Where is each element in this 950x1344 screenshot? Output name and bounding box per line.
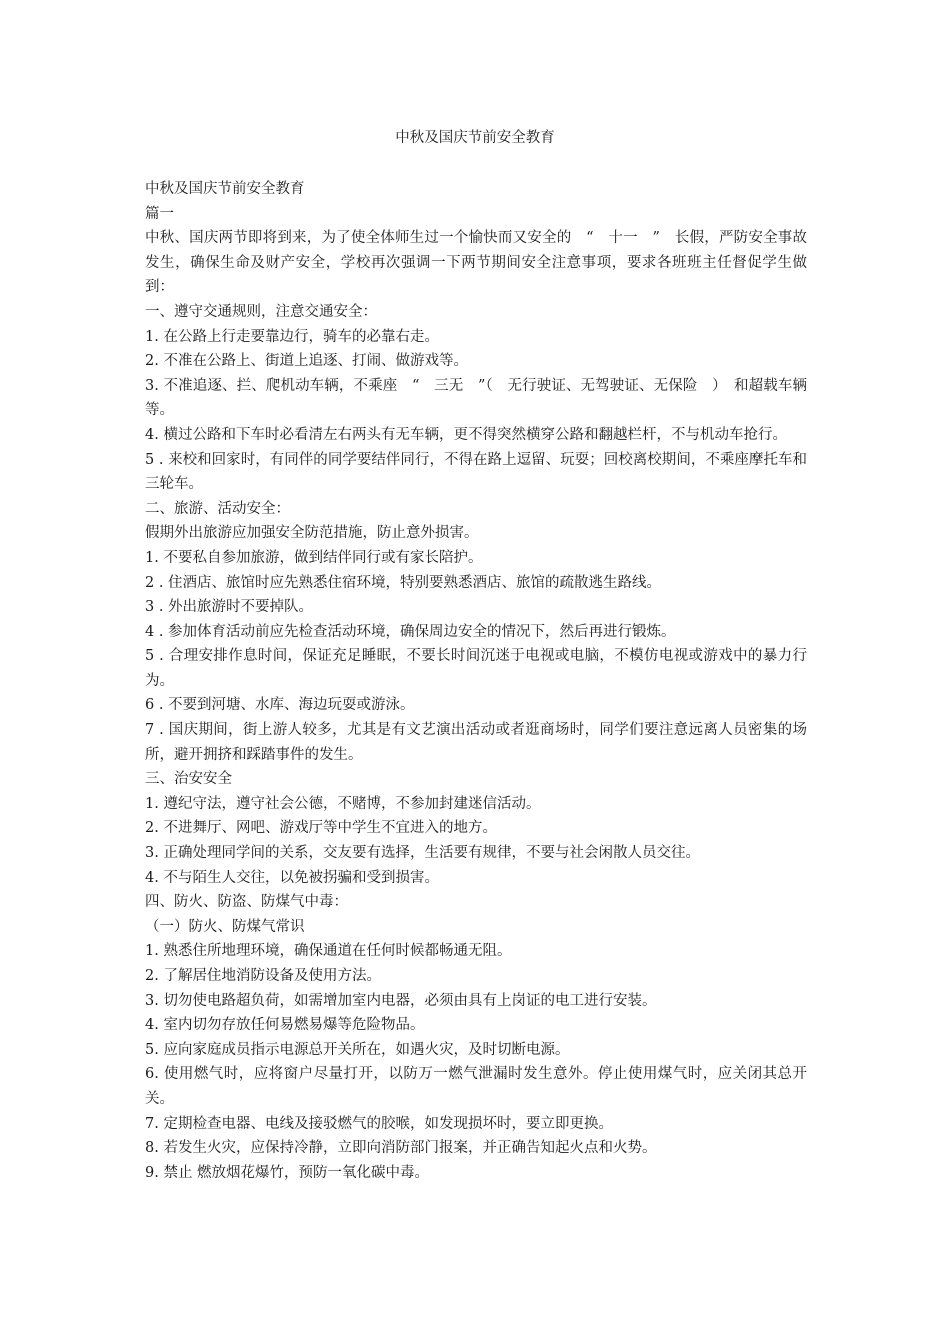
security-item: 3. 正确处理同学间的关系，交友要有选择，生活要有规律，不要与社会闲散人员交往。: [145, 845, 700, 862]
fire-item: 5. 应向家庭成员指示电源总开关所在，如遇火灾，及时切断电源。: [145, 1041, 570, 1058]
travel-item: 6 . 不要到河塘、水库、海边玩耍或游泳。: [145, 697, 415, 714]
travel-item: 3 . 外出旅游时不要掉队。: [145, 599, 314, 616]
traffic-heading: 一、遵守交通规则，注意交通安全：: [145, 303, 377, 320]
fire-item: 9. 禁止 燃放烟花爆竹，预防一氧化碳中毒。: [145, 1164, 430, 1181]
intro-paragraph: 中秋、国庆两节即将到来，为了使全体师生过一个愉快而又安全的 “ 十一 ” 长假，严防安全事故发生，确保生命及财产安全，学校再次强调一下两节期间安全注意事项，要求各班班主任督促学生做到：: [145, 230, 807, 296]
section-label: 篇一: [145, 205, 174, 222]
security-heading: 三、治安安全: [145, 771, 232, 788]
traffic-item: 3. 不准追逐、拦、爬机动车辆，不乘座 “ 三无 ”（ 无行驶证、无驾驶证、无保险 ） 和超载车辆等。: [145, 377, 807, 419]
security-item: 4. 不与陌生人交往，以免被拐骗和受到损害。: [145, 869, 439, 886]
security-item: 1. 遵纪守法，遵守社会公德，不赌博，不参加封建迷信活动。: [145, 795, 541, 812]
traffic-item: 5 . 来校和回家时，有同伴的同学要结伴同行，不得在路上逗留、玩耍；回校离校期间，不乘座摩托车和三轮车。: [145, 451, 807, 493]
document-title: 中秋及国庆节前安全教育: [395, 130, 555, 146]
traffic-item: 4. 横过公路和下车时必看清左右两头有无车辆，更不得突然横穿公路和翻越栏杆，不与机动车抢行。: [145, 426, 787, 443]
document-body: [145, 177, 807, 1185]
fire-item: 8. 若发生火灾，应保持冷静，立即向消防部门报案，并正确告知起火点和火势。: [145, 1140, 657, 1157]
travel-item: 1. 不要私自参加旅游，做到结伴同行或有家长陪护。: [145, 549, 483, 566]
fire-sub-heading: （一）防火、防煤气常识: [145, 918, 305, 935]
travel-item: 4 . 参加体育活动前应先检查活动环境，确保周边安全的情况下，然后再进行锻炼。: [145, 623, 676, 640]
travel-item: 7 . 国庆期间，街上游人较多，尤其是有文艺演出活动或者逛商场时，同学们要注意远离人员密集的场所，避开拥挤和踩踏事件的发生。: [145, 722, 807, 763]
travel-intro: 假期外出旅游应加强安全防范措施，防止意外损害。: [145, 525, 479, 542]
fire-item: 2. 了解居住地消防设备及使用方法。: [145, 968, 381, 984]
traffic-item: 1. 在公路上行走要靠边行，骑车的必靠右走。: [145, 328, 439, 345]
security-item: 2. 不进舞厅、网吧、游戏厅等中学生不宜进入的地方。: [145, 820, 497, 837]
fire-item: 3. 切勿使电路超负荷，如需增加室内电器，必须由具有上岗证的电工进行安装。: [145, 992, 657, 1009]
traffic-item: 2. 不准在公路上、街道上追逐、打闹、做游戏等。: [145, 353, 468, 370]
travel-item: 5 . 合理安排作息时间，保证充足睡眠，不要长时间沉迷于电视或电脑，不模仿电视或游戏中的暴力行为。: [145, 648, 807, 689]
travel-item: 2 . 住酒店、旅馆时应先熟悉住宿环境，特别要熟悉酒店、旅馆的疏散逃生路线。: [145, 574, 662, 591]
document-subtitle: 中秋及国庆节前安全教育: [145, 181, 305, 197]
travel-heading: 二、旅游、活动安全：: [145, 500, 290, 517]
fire-item: 1. 熟悉住所地理环境，确保通道在任何时候都畅通无阻。: [145, 943, 512, 960]
fire-heading: 四、防火、防盗、防煤气中毒：: [145, 894, 348, 911]
fire-item: 6. 使用燃气时，应将窗户尽量打开，以防万一燃气泄漏时发生意外。停止使用煤气时，应关闭其总开关。: [145, 1066, 807, 1107]
fire-item: 4. 室内切勿存放任何易燃易爆等危险物品。: [145, 1017, 425, 1034]
fire-item: 7. 定期检查电器、电线及接驳燃气的胶喉，如发现损坏时，要立即更换。: [145, 1115, 613, 1132]
